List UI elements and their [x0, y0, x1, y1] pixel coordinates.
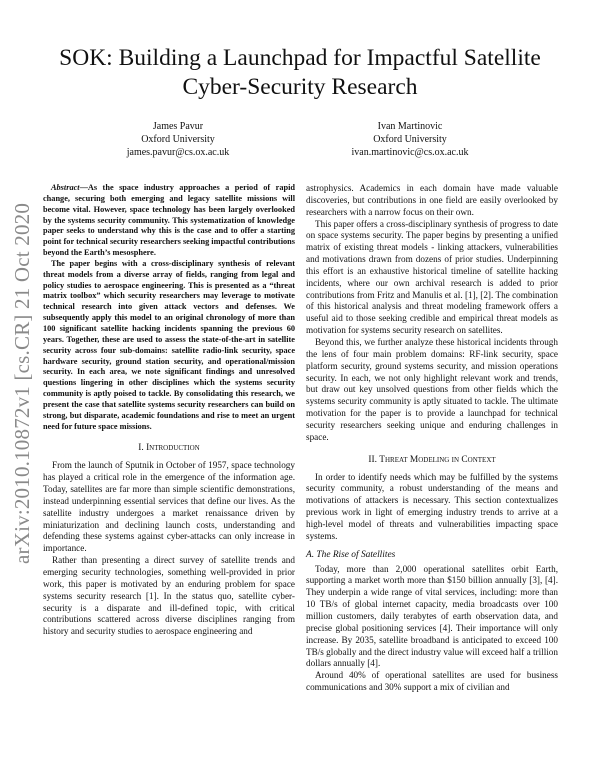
section-number: I.	[138, 443, 144, 454]
title-line-2: Cyber-Security Research	[182, 74, 418, 100]
body-paragraph: Today, more than 2,000 operational satellites orbit Earth, supporting a market worth more than $150 billion annually [3], [4]. They underpin a wide range of vital services, including: more than 10 TB/s of global internet capacity, media broadcasts over 100 million customers, daily terabytes of earth observation data, and precise global positioning services [4]. Their importance will only increase. By 2035, satellite broadband is anticipated to exceed 100 TB/s globally and the direct industry value will exceed half a trillion dollars annually [4].	[306, 563, 558, 669]
author-name: James Pavur	[152, 121, 204, 132]
author-email: ivan.martinovic@cs.ox.ac.uk	[351, 147, 469, 158]
arxiv-stamp: arXiv:2010.10872v1 [cs.CR] 21 Oct 2020	[10, 202, 34, 564]
author-affiliation: Oxford University	[141, 134, 215, 145]
right-body-text-3	[306, 564, 558, 694]
section-title: Threat Modeling in Context	[379, 454, 496, 465]
abstract-paragraph-1	[43, 183, 295, 259]
body-paragraph: In order to identify needs which may be fulfilled by the systems security community, a robust understanding of the means and motivations of attackers is necessary. This section contextualizes previous work in light of emerging industry trends to arrive at a high-level model of threats and vulnerabilities impacting space systems.	[306, 471, 558, 541]
section-heading-introduction	[43, 442, 295, 454]
section-heading-threat-modeling	[306, 454, 558, 466]
left-body-text	[43, 460, 295, 638]
title-line-1: SOK: Building a Launchpad for Impactful Satellite	[59, 45, 541, 71]
author-email: james.pavur@cs.ox.ac.uk	[126, 147, 230, 158]
subsection-heading: A. The Rise of Satellites	[306, 549, 396, 560]
body-paragraph: Beyond this, we further analyze these historical incidents through the lens of four main problem domains: RF-link security, space platform security, ground systems security, and mission operations security. In each, we not only highlight relevant work and trends, but draw out key unsolved questions from other fields which the systems security community is aptly situated to tackle. The ultimate motivation for the paper is to provide a launchpad for technical security researchers seeking unique and enduring challenges in space.	[306, 336, 558, 442]
body-paragraph: This paper offers a cross-disciplinary synthesis of progress to date on space systems security. The paper begins by presenting a unified matrix of existing threat models - linking attackers, vulnerabilities and motivations drawn from dozens of prior studies. Underpinning this effort is an exhaustive historical timeline of satellite hacking incidents, where our own archival research is added to prior contributions from Fritz and Manulis et al. [1], [2]. The combination of this historical analysis and threat modeling framework offers a useful aid to those seeking credible and empirical threat models as motivation for systems security research on satellites.	[306, 218, 558, 336]
author-affiliation: Oxford University	[373, 134, 447, 145]
author-block	[290, 120, 530, 159]
section-number: II.	[368, 454, 377, 465]
right-body-text-2	[306, 472, 558, 543]
abstract-paragraph-2: The paper begins with a cross-disciplinary synthesis of relevant threat models from a diverse array of fields, ranging from legal and policy studies to aerospace engineering. This is presented as a “threat matrix toolbox” which security researchers may leverage to motivate technical research into given attack vectors and defenses. We subsequently apply this model to an original chronology of more than 100 significant satellite hacking incidents spanning the previous 60 years. Together, these are used to assess the state-of-the-art in satellite security across four sub-domains: satellite radio-link security, space hardware security, ground station security, and operational/mission security. In each area, we note significant findings and unresolved questions lingering in other disciplines which the systems security community is aptly poised to tackle. By consolidating this research, we present the case that satellite systems security researchers can build on strong, but disparate, academic foundations and rise to meet an urgent need for future space missions.	[43, 258, 295, 431]
section-title: Introduction	[146, 443, 200, 454]
left-column	[43, 183, 295, 638]
abstract	[43, 183, 295, 432]
right-column	[306, 183, 558, 694]
body-paragraph: Around 40% of operational satellites are used for business communications and 30% support a mix of civilian and	[306, 670, 558, 693]
body-paragraph: From the launch of Sputnik in October of 1957, space technology has played a critical role in the emergence of the information age. Today, satellites are far more than simple scientific demonstrations, instead underpinning essential services that define our lives. As the satellite industry undergoes a market renaissance driven by miniaturization and declining launch costs, understanding and defending these systems against cyber-attacks can only increase in importance.	[43, 460, 295, 554]
body-paragraph: Rather than presenting a direct survey of satellite trends and emerging security technologies, something well-provided in prior work, this paper is motivated by an enduring problem for space systems security research [1]. In the status quo, satellite cyber-security is a disparate and ill-defined topic, with critical contributions scattered across diverse disciplines ranging from history and security studies to aerospace engineering and	[43, 555, 295, 637]
paper-title	[40, 44, 560, 102]
right-body-text	[306, 183, 558, 444]
author-block	[58, 120, 298, 159]
abstract-text: —As the space industry approaches a period of rapid change, securing both emerging and legacy satellite missions will become vital. However, space technology has been largely overlooked by the systems security community. This systematization of knowledge paper seeks to understand why this is the case and to offer a starting point for technical security researchers seeking impactful contributions beyond the Earth’s mesosphere.	[43, 183, 295, 258]
abstract-label: Abstract	[51, 183, 80, 192]
body-paragraph: astrophysics. Academics in each domain have made valuable discoveries, but contributions in one field are easily overlooked by researchers with a narrow focus on their own.	[306, 183, 558, 217]
author-name: Ivan Martinovic	[377, 121, 443, 132]
